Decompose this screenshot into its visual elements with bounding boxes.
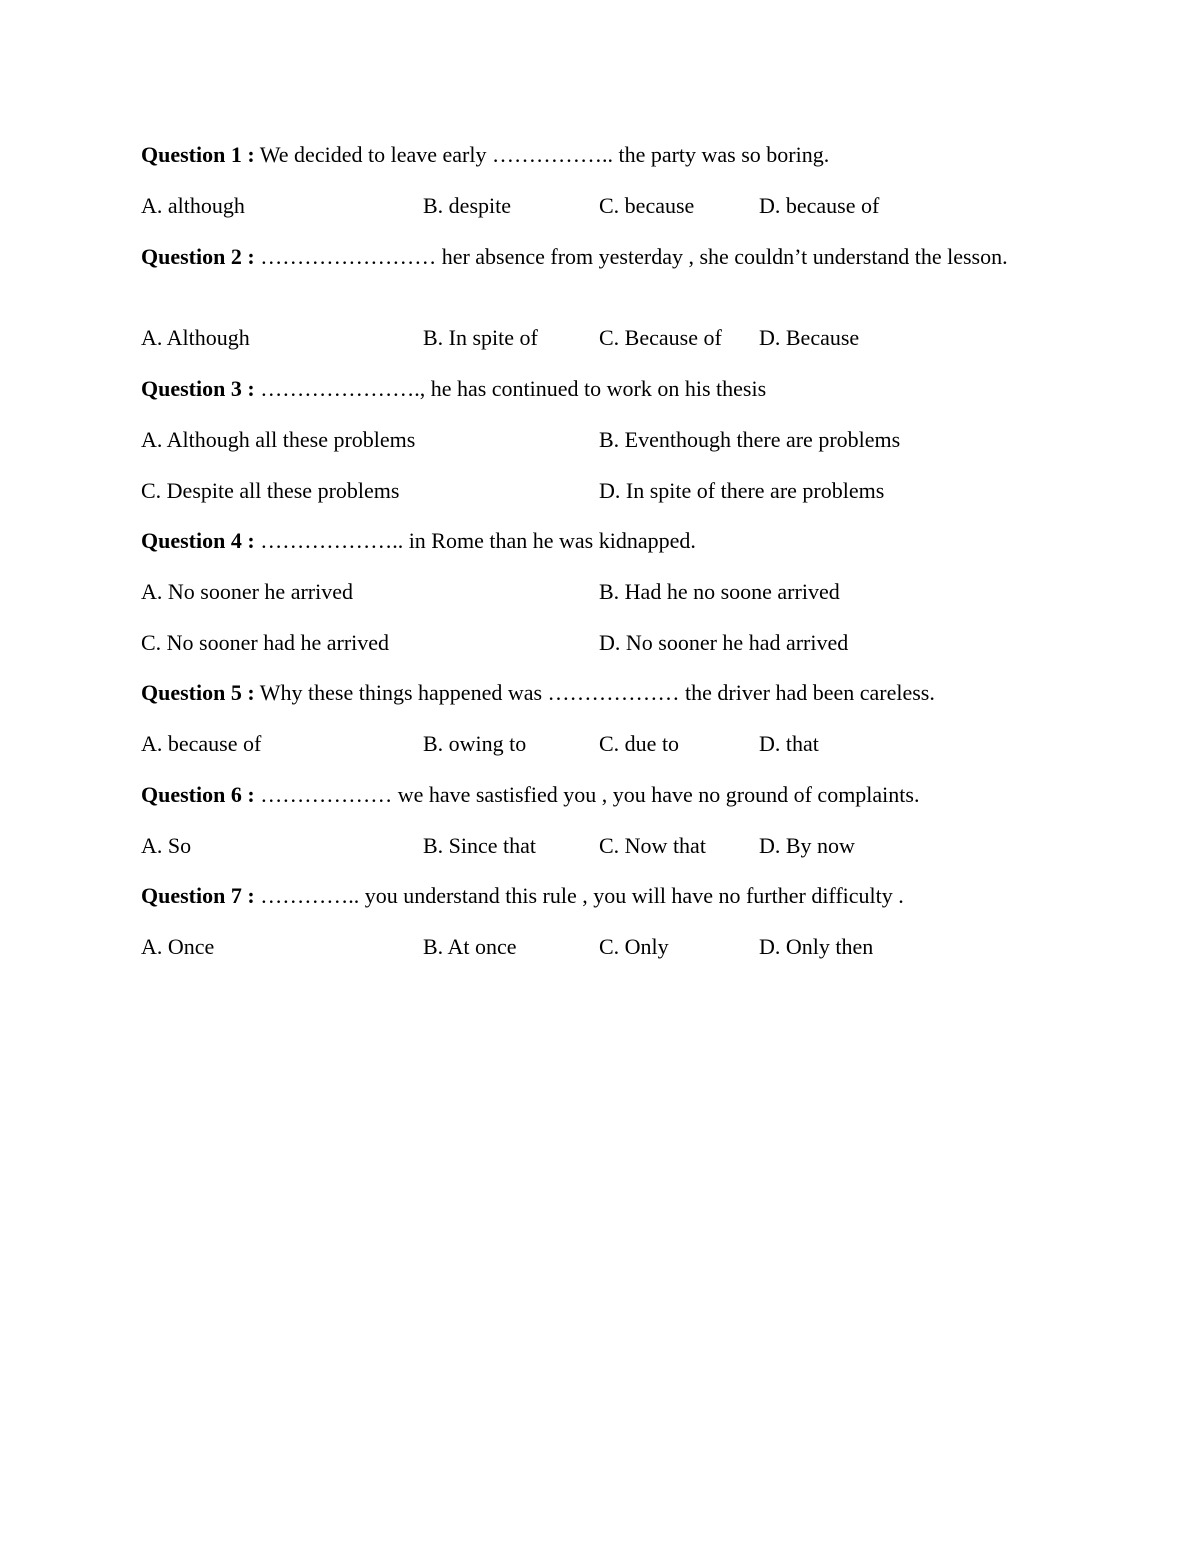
question-7-option-d: D. Only then [759, 934, 874, 959]
question-4-option-c: C. No sooner had he arrived [141, 630, 390, 655]
question-6-label: Question 6 : [141, 782, 255, 807]
question-1-label: Question 1 : [141, 142, 255, 167]
question-3-option-d: D. In spite of there are problems [599, 478, 885, 503]
question-2-option-d: D. Because [759, 325, 860, 350]
question-5-option-b: B. owing to [423, 731, 527, 756]
question-4-option-a: A. No sooner he arrived [141, 579, 353, 604]
question-7-option-c: C. Only [599, 934, 669, 959]
question-3 [141, 375, 766, 403]
question-1-option-a: A. although [141, 193, 245, 218]
question-7-text: ………….. you understand this rule , you will have no further difficulty . [254, 883, 904, 908]
question-5-label: Question 5 : [141, 680, 255, 705]
question-6-option-d: D. By now [759, 833, 855, 858]
question-3-text: …………………., he has continued to work on his thesis [254, 376, 767, 401]
question-1-option-c: C. because [599, 193, 695, 218]
question-6-option-c: C. Now that [599, 833, 706, 858]
question-6-text: ……………… we have sastisfied you , you have no ground of complaints. [254, 782, 920, 807]
question-1-option-d: D. because of [759, 193, 880, 218]
question-1-text: We decided to leave early …………….. the party was so boring. [254, 142, 830, 167]
question-6-option-a: A. So [141, 833, 192, 858]
question-4-text: ……………….. in Rome than he was kidnapped. [254, 528, 696, 553]
question-4-option-d: D. No sooner he had arrived [599, 630, 849, 655]
question-5-text: Why these things happened was ……………… the driver had been careless. [254, 680, 935, 705]
question-3-option-a: A. Although all these problems [141, 427, 416, 452]
question-5-option-a: A. because of [141, 731, 262, 756]
question-6-option-b: B. Since that [423, 833, 537, 858]
question-3-label: Question 3 : [141, 376, 255, 401]
question-2-label: Question 2 : [141, 244, 255, 269]
question-2-option-b: B. In spite of [423, 325, 538, 350]
question-5-option-c: C. due to [599, 731, 680, 756]
question-7-option-a: A. Once [141, 934, 215, 959]
question-3-option-c: C. Despite all these problems [141, 478, 400, 503]
question-4-option-b: B. Had he no soone arrived [599, 579, 840, 604]
question-5 [141, 679, 935, 707]
question-5-option-d: D. that [759, 731, 819, 756]
question-2-option-a: A. Although [141, 325, 250, 350]
question-7-option-b: B. At once [423, 934, 517, 959]
question-7-label: Question 7 : [141, 883, 255, 908]
question-3-option-b: B. Eventhough there are problems [599, 427, 901, 452]
question-2-option-c: C. Because of [599, 325, 722, 350]
question-1-option-b: B. despite [423, 193, 511, 218]
question-2 [141, 241, 1058, 272]
question-4-label: Question 4 : [141, 528, 255, 553]
question-7 [141, 882, 904, 910]
question-4 [141, 527, 696, 555]
question-1 [141, 141, 829, 169]
question-2-text: …………………… her absence from yesterday , she couldn’t understand the lesson. [254, 244, 1008, 269]
question-6 [141, 781, 919, 809]
